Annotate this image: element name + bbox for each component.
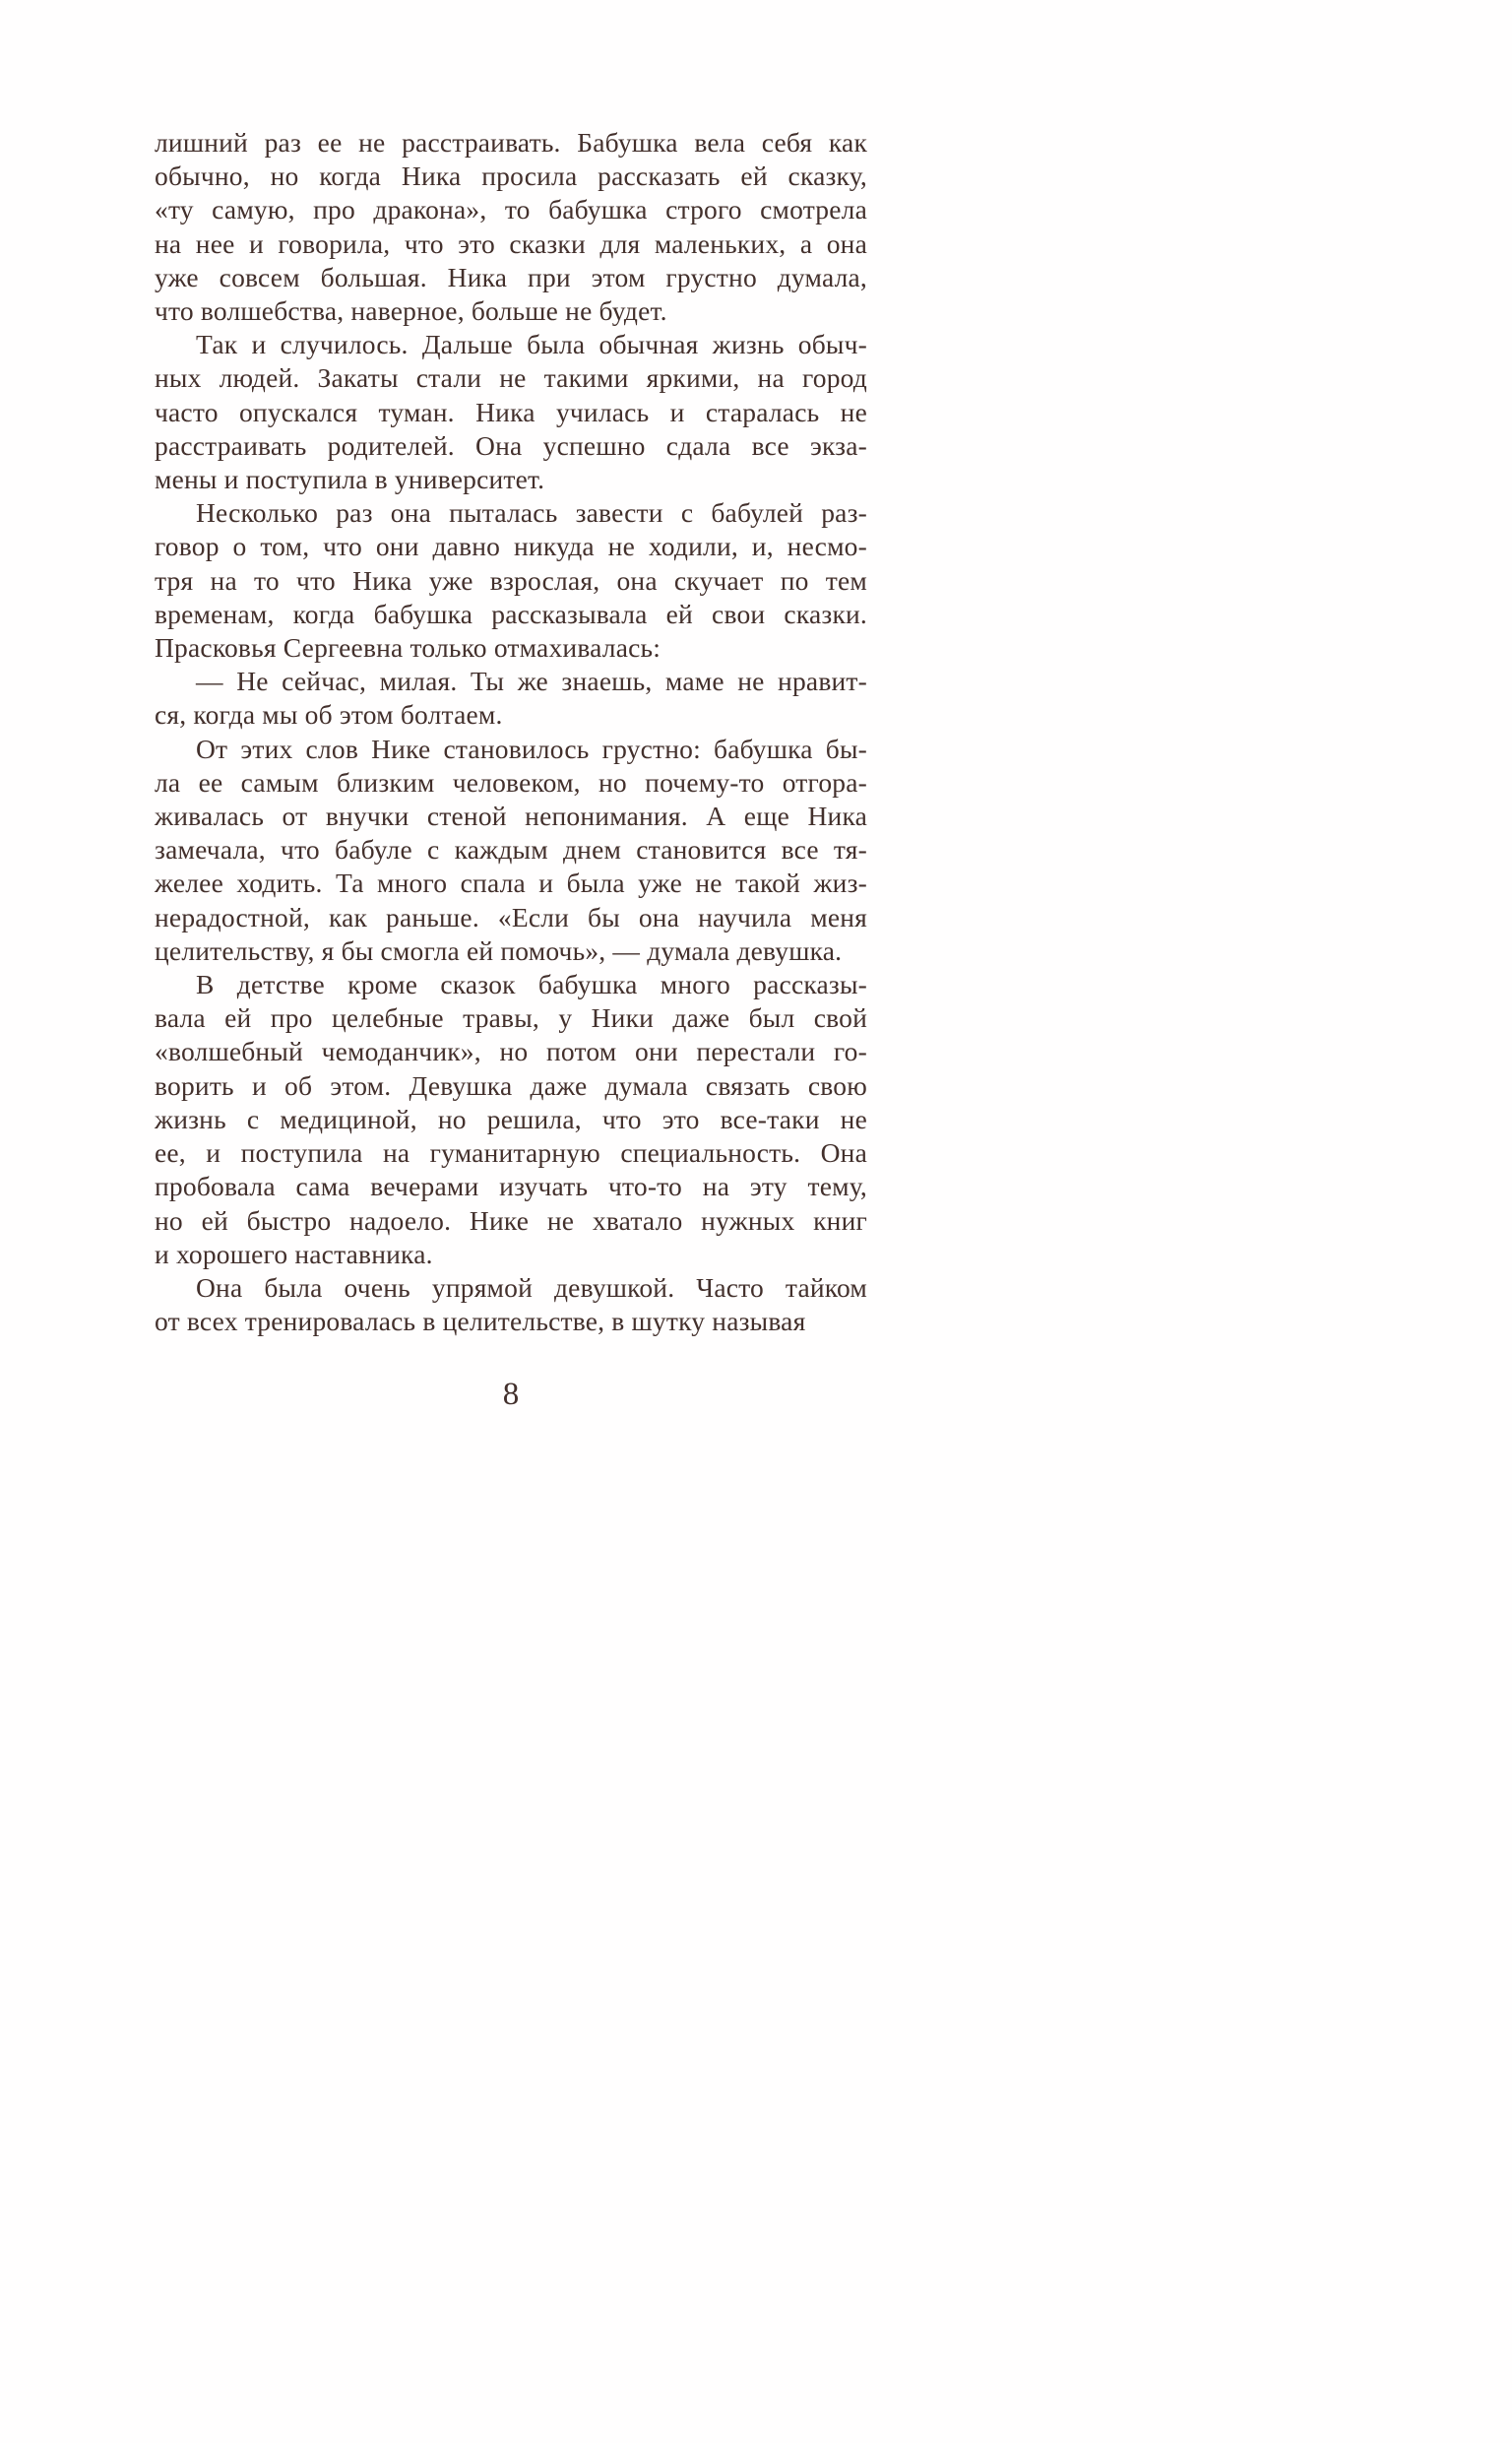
paragraph bbox=[155, 328, 867, 496]
text-line: «ту самую, про дракона», то бабушка строго смотрела bbox=[155, 194, 867, 225]
text-line: но ей быстро надоело. Нике не хватало нужных книг bbox=[155, 1204, 867, 1236]
text-line: Несколько раз она пыталась завести с бабулей раз- bbox=[196, 497, 867, 529]
paragraph bbox=[155, 1271, 867, 1338]
text-line: и хорошего наставника. bbox=[155, 1238, 433, 1269]
text-line: Она была очень упрямой девушкой. Часто тайком bbox=[196, 1271, 867, 1303]
text-line: «волшебный чемоданчик», но потом они перестали го- bbox=[155, 1036, 867, 1067]
paragraph bbox=[155, 126, 867, 328]
text-line: что волшебства, наверное, больше не будет. bbox=[155, 295, 667, 327]
text-line: замечала, что бабуле с каждым днем становится все тя- bbox=[155, 834, 867, 866]
text-line: лишний раз ее не расстраивать. Бабушка вела себя как bbox=[155, 127, 867, 158]
paragraph bbox=[155, 496, 867, 665]
text-column bbox=[155, 126, 867, 1338]
text-line: нерадостной, как раньше. «Если бы она научила меня bbox=[155, 901, 867, 932]
paragraph bbox=[155, 968, 867, 1271]
text-line: желее ходить. Та много спала и была уже не такой жиз- bbox=[155, 868, 867, 899]
text-line: часто опускался туман. Ника училась и старалась не bbox=[155, 396, 867, 427]
text-line: целительству, я бы смогла ей помочь», — думала девушка. bbox=[155, 934, 843, 966]
text-line: говор о том, что они давно никуда не ходили, и, несмо- bbox=[155, 531, 867, 562]
text-line: ных людей. Закаты стали не такими яркими, на город bbox=[155, 362, 867, 394]
text-line: обычно, но когда Ника просила рассказать ей сказку, bbox=[155, 161, 867, 192]
paragraph bbox=[155, 733, 867, 968]
text-line: временам, когда бабушка рассказывала ей свои сказки. bbox=[155, 598, 867, 629]
text-line: Прасковья Сергеевна только отмахивалась: bbox=[155, 632, 662, 664]
text-line: ся, когда мы об этом болтаем. bbox=[155, 699, 503, 731]
text-line: уже совсем большая. Ника при этом грустно думала, bbox=[155, 261, 867, 292]
text-line: от всех тренировалась в целительстве, в шутку называя bbox=[155, 1306, 806, 1337]
text-line: мены и поступила в университет. bbox=[155, 464, 545, 495]
text-line: От этих слов Нике становилось грустно: бабушка бы- bbox=[196, 733, 867, 764]
text-line: Так и случилось. Дальше была обычная жизнь обыч- bbox=[196, 329, 867, 360]
paragraph bbox=[155, 665, 867, 732]
text-line: пробовала сама вечерами изучать что-то на эту тему, bbox=[155, 1171, 867, 1202]
text-line: ворить и об этом. Девушка даже думала связать свою bbox=[155, 1069, 867, 1101]
text-line: — Не сейчас, милая. Ты же знаешь, маме не нравит- bbox=[196, 666, 867, 697]
text-line: ла ее самым близким человеком, но почему-то отгора- bbox=[155, 766, 867, 798]
text-line: жизнь с медициной, но решила, что это все-таки не bbox=[155, 1103, 867, 1134]
text-line: В детстве кроме сказок бабушка много рассказы- bbox=[196, 969, 867, 1000]
page-number: 8 bbox=[502, 1377, 520, 1412]
text-line: живалась от внучки стеной непонимания. А еще Ника bbox=[155, 801, 867, 832]
text-line: тря на то что Ника уже взрослая, она скучает по тем bbox=[155, 564, 867, 596]
text-line: расстраивать родителей. Она успешно сдала все экза- bbox=[155, 429, 867, 461]
text-line: вала ей про целебные травы, у Ники даже был свой bbox=[155, 1002, 867, 1034]
text-line: ее, и поступила на гуманитарную специальность. Она bbox=[155, 1137, 867, 1169]
text-line: на нее и говорила, что это сказки для маленьких, а она bbox=[155, 227, 867, 259]
